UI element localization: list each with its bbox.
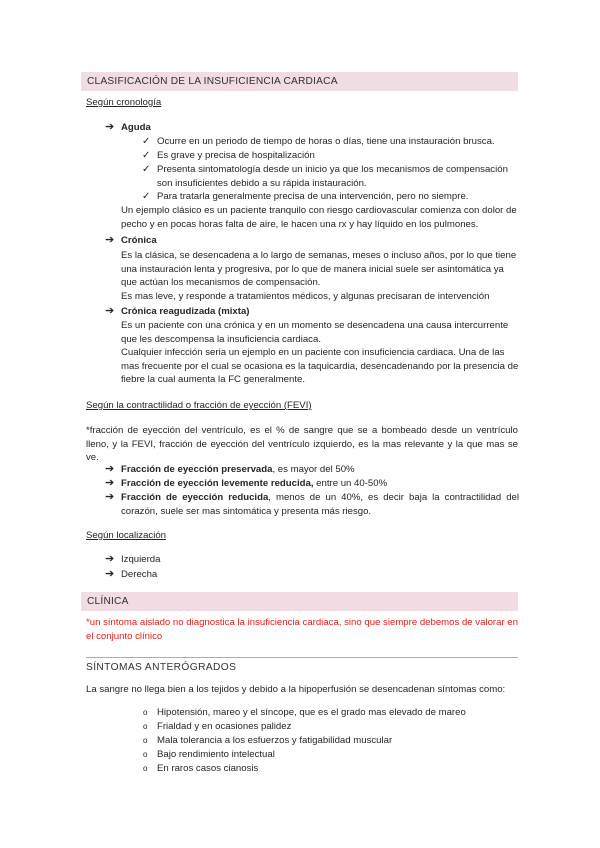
arrow-right-icon: ➔ xyxy=(105,491,115,503)
fevi-item-2-rest: entre un 40-50% xyxy=(313,478,388,489)
anterogrados-item-3: Mala tolerancia a los esfuerzos y fatigabilidad muscular xyxy=(157,735,393,746)
anterogrados-item-5: En raros casos cianosis xyxy=(157,763,259,774)
section-title-clasificacion: CLASIFICACIÓN DE LA INSUFICIENCIA CARDIACA xyxy=(81,72,518,91)
arrow-right-icon: ➔ xyxy=(105,234,115,246)
reagudizada-paragraph-2: Cualquier infección seria un ejemplo en un paciente con insuficiencia cardiaca. Una de las mas frecuente por el cual se ocasiona es la taquicardia, desencadenando por la presencia de fiebre la cual aumenta la FC generalmente. xyxy=(121,347,519,386)
heading-fevi: Según la contractilidad o fracción de eyección (FEVI) xyxy=(86,400,312,411)
anterogrados-item-4: Bajo rendimiento intelectual xyxy=(157,749,275,760)
circle-bullet-icon: o xyxy=(143,764,148,773)
fevi-note: *fracción de eyección del ventrículo, es el % de sangre que se a bombeado desde un ventrículo lleno, y la FEVI, fracción de eyección del ventrículo izquierdo, es la mas relevante y la que mas se ve. xyxy=(86,425,518,464)
label-aguda: Aguda xyxy=(121,122,151,133)
localizacion-item-izquierda: Izquierda xyxy=(121,554,161,565)
heading-localizacion: Según localización xyxy=(86,530,167,541)
check-icon: ✓ xyxy=(142,164,151,175)
label-cronica: Crónica xyxy=(121,235,157,246)
reagudizada-paragraph-1: Es un paciente con una crónica y en un momento se desencadena una causa intercurrente que les descompensa la insuficiencia cardiaca. xyxy=(121,320,509,345)
cronica-paragraph-2: Es mas leve, y responde a tratamientos médicos, y algunas precisaran de intervención xyxy=(121,291,490,302)
check-icon: ✓ xyxy=(142,136,151,147)
check-icon: ✓ xyxy=(142,150,151,161)
aguda-check-3: Presenta sintomatología desde un inicio ya que los mecanismos de compensación son insuficientes debido a su rápida instauración. xyxy=(157,164,508,189)
fevi-item-1-bold: Fracción de eyección preservada xyxy=(121,464,273,475)
circle-bullet-icon: o xyxy=(143,722,148,731)
divider xyxy=(86,657,518,658)
heading-cronologia: Según cronología xyxy=(86,97,162,108)
anterogrados-intro: La sangre no llega bien a los tejidos y debido a la hipoperfusión se desencadenan síntomas como: xyxy=(86,684,506,695)
aguda-example: Un ejemplo clásico es un paciente tranquilo con riesgo cardiovascular comienza con dolor de pecho y en pocas horas falta de aire, le hacen una rx y hay líquido en los pulmones. xyxy=(121,205,517,230)
check-icon: ✓ xyxy=(142,191,151,202)
fevi-item-1 xyxy=(121,463,519,477)
circle-bullet-icon: o xyxy=(143,736,148,745)
aguda-check-4: Para tratarla generalmente precisa de una intervención, pero no siempre. xyxy=(157,191,469,202)
anterogrados-item-2: Frialdad y en ocasiones palidez xyxy=(157,721,292,732)
fevi-item-1-rest: , es mayor del 50% xyxy=(272,464,355,475)
circle-bullet-icon: o xyxy=(143,708,148,717)
arrow-right-icon: ➔ xyxy=(105,305,115,317)
aguda-check-2: Es grave y precisa de hospitalización xyxy=(157,150,315,161)
localizacion-item-derecha: Derecha xyxy=(121,569,158,580)
arrow-right-icon: ➔ xyxy=(105,463,115,475)
label-reagudizada: Crónica reagudizada (mixta) xyxy=(121,306,250,317)
clinica-note: *un síntoma aislado no diagnostica la insuficiencia cardiaca, sino que siempre debemos de valorar en el conjunto clínico xyxy=(86,617,518,642)
fevi-item-2 xyxy=(121,477,519,491)
anterogrados-item-1: Hipotensión, mareo y el síncope, que es el grado mas elevado de mareo xyxy=(157,707,466,718)
fevi-item-3 xyxy=(121,491,519,518)
cronica-paragraph-1: Es la clásica, se desencadena a lo largo de semanas, meses o incluso años, por lo que tiene una instauración lenta y progresiva, por lo que de manera inicial suele ser asintomática ya que actúan los mecanismos de compensación. xyxy=(121,250,517,289)
arrow-right-icon: ➔ xyxy=(105,121,115,133)
section-title-clinica: CLÍNICA xyxy=(81,592,518,611)
circle-bullet-icon: o xyxy=(143,750,148,759)
fevi-item-3-rest: , menos de un 40%, es decir baja la contractilidad del corazón, suele ser mas sintomática y presenta más riesgo. xyxy=(121,492,520,517)
heading-anterogrados: SÍNTOMAS ANTERÓGRADOS xyxy=(86,662,237,673)
arrow-right-icon: ➔ xyxy=(105,568,115,580)
aguda-check-1: Ocurre en un periodo de tiempo de horas o días, tiene una instauración brusca. xyxy=(157,136,495,147)
arrow-right-icon: ➔ xyxy=(105,553,115,565)
fevi-item-3-bold: Fracción de eyección reducida xyxy=(121,492,269,503)
arrow-right-icon: ➔ xyxy=(105,477,115,489)
fevi-item-2-bold: Fracción de eyección levemente reducida, xyxy=(121,478,314,489)
